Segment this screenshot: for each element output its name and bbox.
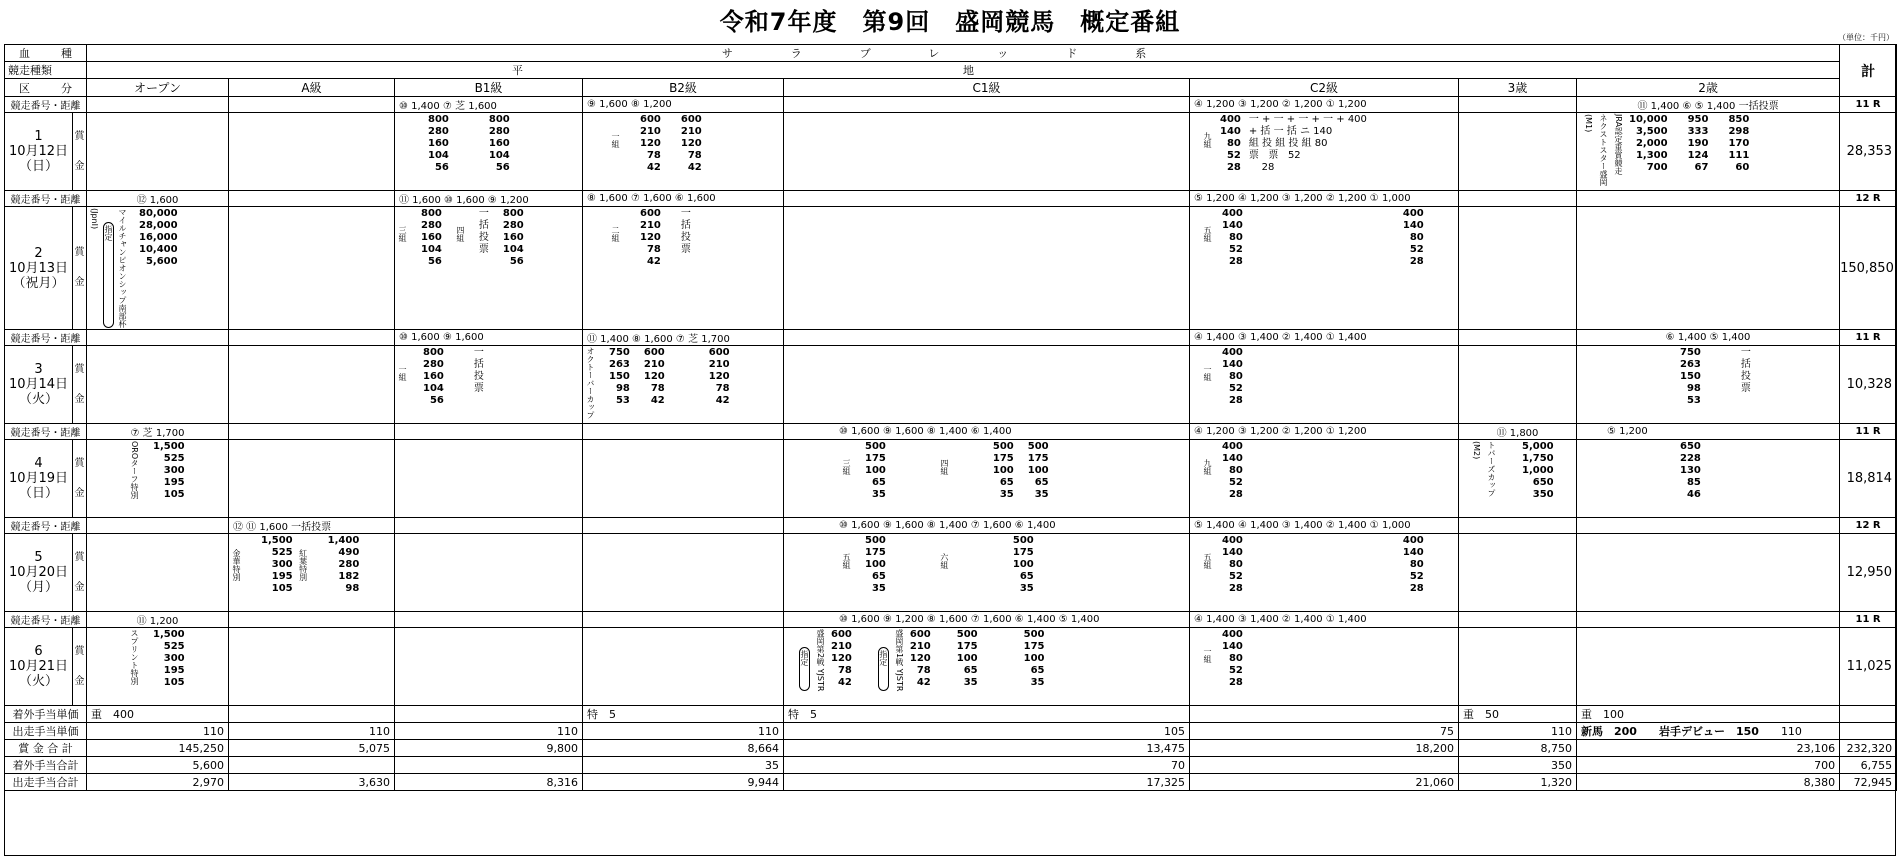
sum-cell: 700: [1577, 757, 1840, 774]
day-total: 18,814: [1840, 440, 1897, 518]
prize-cell: 800 280 160 104 56 800 280 160 104 56: [395, 113, 583, 191]
sum-cell: 8,380: [1577, 774, 1840, 791]
race-cell: ⑫ 1,600: [87, 191, 229, 207]
prize-cell: (M2) トパーズカップ 5,000 1,750 1,000 650 350: [1459, 440, 1577, 518]
race-cell: ⑪ 1,800: [1459, 424, 1577, 440]
start-unit-cell: 110: [583, 723, 784, 740]
start-unit-label: 出走手当単価: [5, 723, 87, 740]
day-cell: 3 10月14日 （火）: [5, 346, 73, 424]
sum-cell: 13,475: [784, 740, 1190, 757]
race-count: 11 R: [1840, 424, 1897, 440]
sum-cell: 72,945: [1840, 774, 1897, 791]
class-label: 区 分: [5, 79, 87, 97]
prize-cell: 一組 400 140 80 52 28: [1190, 346, 1459, 424]
sum-cell: 3,630: [229, 774, 395, 791]
start-unit-cell: 75: [1190, 723, 1459, 740]
start-unit-cell: 110: [395, 723, 583, 740]
day-cell: 6 10月21日 （火）: [5, 628, 73, 706]
table-frame: [4, 44, 1896, 856]
prize-label: 賞 金: [73, 113, 87, 191]
prize-cell: 九組 400 140 80 52 28 一 + 一 + 一 + 一 + 400 + 括 一 括 ニ 140 組 投 組 投 組 80 票 票 52 28: [1190, 113, 1459, 191]
race-type-label: 競走種類: [5, 62, 87, 79]
out-unit-cell: 重 50: [1459, 706, 1577, 723]
out-unit-cell: 特 5: [583, 706, 784, 723]
prize-cell: OROターフ特別 1,500 525 300 195 105: [87, 440, 229, 518]
day-cell: 2 10月13日 （祝月）: [5, 207, 73, 330]
prize-cell: 五組 500 175 100 65 35 六組 500 175 100 65 35: [784, 534, 1190, 612]
race-no-label: 競走番号・距離: [5, 518, 87, 534]
race-count: 11 R: [1840, 97, 1897, 113]
start-unit-cell-2yo: 新馬 200 岩手デビュー 150 110: [1577, 723, 1840, 740]
blood-value: サラブレッド系: [87, 45, 1840, 62]
sum-cell: 9,944: [583, 774, 784, 791]
out-total-label: 着外手当合計: [5, 757, 87, 774]
day-total: 12,950: [1840, 534, 1897, 612]
sum-cell: 17,325: [784, 774, 1190, 791]
sum-cell: 18,200: [1190, 740, 1459, 757]
class-a: A級: [229, 79, 395, 97]
sum-cell: 21,060: [1190, 774, 1459, 791]
prize-cell: 金華特別 1,500 525 300 195 105 紅葉特別 1,400 490 280 182 98: [229, 534, 395, 612]
race-cell: ④ 1,400 ③ 1,400 ② 1,400 ① 1,400: [1190, 612, 1459, 628]
race-cell: ⑧ 1,600 ⑦ 1,600 ⑥ 1,600: [583, 191, 784, 207]
sum-cell: 9,800: [395, 740, 583, 757]
day-cell: 5 10月20日 （月）: [5, 534, 73, 612]
unit-note: （単位：千円）: [1838, 33, 1894, 42]
start-unit-cell: 110: [229, 723, 395, 740]
class-b2: B2級: [583, 79, 784, 97]
sum-cell: 8,316: [395, 774, 583, 791]
prize-cell: 九組 400 140 80 52 28: [1190, 440, 1459, 518]
day-total: 28,353: [1840, 113, 1897, 191]
out-unit-cell: 重 400: [87, 706, 229, 723]
race-count: 12 R: [1840, 191, 1897, 207]
race-no-label: 競走番号・距離: [5, 191, 87, 207]
day-total: 11,025: [1840, 628, 1897, 706]
prize-cell: 三組 800 280 160 104 56 四組 一 括 投 票 800 280 160 104 56: [395, 207, 583, 330]
prize-label: 賞 金: [73, 628, 87, 706]
sum-cell: 23,106: [1577, 740, 1840, 757]
race-cell: ⑫ ⑪ 1,600 一括投票: [229, 518, 395, 534]
day-cell: 4 10月19日 （日）: [5, 440, 73, 518]
race-cell: ⑩ 1,600 ⑨ 1,600: [395, 330, 583, 346]
race-cell: ⑩ 1,600 ⑨ 1,600 ⑧ 1,400 ⑦ 1,600 ⑥ 1,400: [784, 518, 1190, 534]
prize-cell: 750 263 150 98 53 一 括 投 票: [1577, 346, 1840, 424]
prize-cell: 一組 800 280 160 104 56 一 括 投 票: [395, 346, 583, 424]
out-unit-cell: 特 5: [784, 706, 1190, 723]
prize-label: 賞 金: [73, 440, 87, 518]
sum-cell: 8,750: [1459, 740, 1577, 757]
race-no-label: 競走番号・距離: [5, 330, 87, 346]
start-unit-cell: 110: [1459, 723, 1577, 740]
prize-cell: オクトーバーカップ 750 263 150 98 53 600 210 120 78 42 600 210 120 78 42: [583, 346, 784, 424]
race-cell: ⑪ 1,600 ⑩ 1,600 ⑨ 1,200: [395, 191, 583, 207]
race-cell: ⑩ 1,600 ⑨ 1,600 ⑧ 1,400 ⑥ 1,400: [784, 424, 1190, 440]
race-cell: ⑩ 1,600 ⑨ 1,200 ⑧ 1,600 ⑦ 1,600 ⑥ 1,400 ⑤ 1,400: [784, 612, 1190, 628]
sum-cell: 5,075: [229, 740, 395, 757]
sum-cell: 8,664: [583, 740, 784, 757]
race-cell: ⑦ 芝 1,700: [87, 424, 229, 440]
blood-label: 血 種: [5, 45, 87, 62]
race-cell: ⑩ 1,400 ⑦ 芝 1,600: [395, 97, 583, 113]
sum-cell: 2,970: [87, 774, 229, 791]
prize-label: 賞 金: [73, 346, 87, 424]
class-open: オープン: [87, 79, 229, 97]
race-no-label: 競走番号・距離: [5, 612, 87, 628]
prize-total-label: 賞 金 合 計: [5, 740, 87, 757]
prize-cell: 五組 400 140 80 52 28 400 140 80 52 28: [1190, 207, 1459, 330]
out-unit-label: 着外手当単価: [5, 706, 87, 723]
start-total-label: 出走手当合計: [5, 774, 87, 791]
race-cell: ⑤ 1,200 ④ 1,200 ③ 1,200 ② 1,200 ① 1,000: [1190, 191, 1459, 207]
start-unit-cell: 105: [784, 723, 1190, 740]
prize-cell: 650 228 130 85 46: [1577, 440, 1840, 518]
prize-cell: 一組 400 140 80 52 28: [1190, 628, 1459, 706]
prize-cell: (JpnI) 指定 マイルチャンピオンシップ南部杯 80,000 28,000 16,000 10,400 5,600: [87, 207, 229, 330]
class-c2: C2級: [1190, 79, 1459, 97]
sum-cell: 145,250: [87, 740, 229, 757]
prize-label: 賞 金: [73, 534, 87, 612]
race-no-label: 競走番号・距離: [5, 424, 87, 440]
out-unit-cell: 重 100: [1577, 706, 1840, 723]
prize-cell: 一組 600 210 120 78 42 600 210 120 78 42: [583, 113, 784, 191]
day-cell: 1 10月12日 （日）: [5, 113, 73, 191]
race-cell: ⑪ 1,200: [87, 612, 229, 628]
race-count: 12 R: [1840, 518, 1897, 534]
race-no-label: 競走番号・距離: [5, 97, 87, 113]
race-cell: ④ 1,200 ③ 1,200 ② 1,200 ① 1,200: [1190, 97, 1459, 113]
sum-cell: 6,755: [1840, 757, 1897, 774]
start-unit-cell: 110: [87, 723, 229, 740]
race-cell: ④ 1,400 ③ 1,400 ② 1,400 ① 1,400: [1190, 330, 1459, 346]
prize-label: 賞 金: [73, 207, 87, 330]
race-cell: ⑤ 1,200: [1577, 424, 1840, 440]
class-3yo: 3歳: [1459, 79, 1577, 97]
sum-cell: 70: [784, 757, 1190, 774]
race-type-value: 平地: [87, 62, 1840, 79]
race-cell: ④ 1,200 ③ 1,200 ② 1,200 ① 1,200: [1190, 424, 1459, 440]
prize-cell: スプリント特別 1,500 525 300 195 105: [87, 628, 229, 706]
day-total: 150,850: [1840, 207, 1897, 330]
class-c1: C1級: [784, 79, 1190, 97]
race-cell: ⑥ 1,400 ⑤ 1,400: [1577, 330, 1840, 346]
total-header: 計: [1840, 45, 1897, 97]
class-b1: B1級: [395, 79, 583, 97]
day-total: 10,328: [1840, 346, 1897, 424]
sum-cell: 35: [583, 757, 784, 774]
sum-cell: 5,600: [87, 757, 229, 774]
race-cell: ⑪ 1,400 ⑥ ⑤ 1,400 一括投票: [1577, 97, 1840, 113]
race-cell: ⑪ 1,400 ⑧ 1,600 ⑦ 芝 1,700: [583, 330, 784, 346]
sum-cell: 350: [1459, 757, 1577, 774]
prize-cell: 二組 600 210 120 78 42 一 括 投 票: [583, 207, 784, 330]
page-title: 令和7年度 第9回 盛岡競馬 概定番組: [719, 8, 1181, 36]
race-cell: ⑤ 1,400 ④ 1,400 ③ 1,400 ② 1,400 ① 1,000: [1190, 518, 1459, 534]
prize-cell: 三組 500 175 100 65 35 四組 500 175 100 65 35 500 175 100 65 35: [784, 440, 1190, 518]
sum-cell: 1,320: [1459, 774, 1577, 791]
class-2yo: 2歳: [1577, 79, 1840, 97]
race-count: 11 R: [1840, 612, 1897, 628]
race-cell: ⑨ 1,600 ⑧ 1,200: [583, 97, 784, 113]
prize-cell: (M1) ネクストスター盛岡 JRA認定重賞競走 10,000 3,500 2,000 1,300 700 950 333 190 124 67 850 298 170 111 60: [1577, 113, 1840, 191]
sum-cell: 232,320: [1840, 740, 1897, 757]
race-count: 11 R: [1840, 330, 1897, 346]
prize-cell: 指定 盛岡第2戦 YJSTR 600 210 120 78 42 指定 盛岡第1戦 YJSTR 600 210 120 78 42 500 175 100 65 35 500 175 100 65 35: [784, 628, 1190, 706]
prize-cell: 五組 400 140 80 52 28 400 140 80 52 28: [1190, 534, 1459, 612]
